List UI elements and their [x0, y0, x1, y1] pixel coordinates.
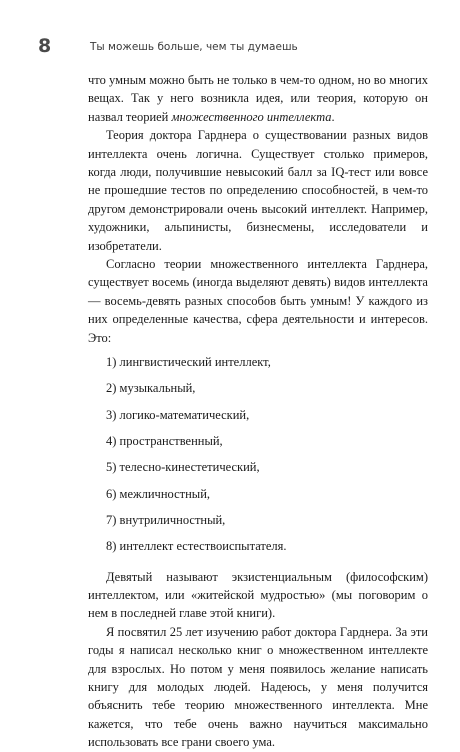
paragraph-4: Девятый называют экзистенциальным (философским) интеллектом, или «житейской мудростью» (мы поговорим о нем в последней главе этой книги).	[88, 569, 428, 621]
page-number: 8	[38, 35, 52, 57]
page-body	[88, 71, 428, 752]
paragraph-2: Теория доктора Гарднера о существовании разных видов интеллекта очень логична. Существует столько примеров, когда люди, получившие невысокий балл за IQ-тест или вовсе не прошедшие тестов по определению способностей, в чем-то другом демонстрировали очень высокий интеллект. Например, художники, альпинисты, бизнесмены, исследователи и изобретатели.	[88, 128, 428, 253]
running-title: Ты можешь больше, чем ты думаешь	[90, 41, 298, 53]
paragraph-3: Согласно теории множественного интеллекта Гарднера, существует восемь (иногда выделяют девять) видов интеллекта — восемь-девять разных способов быть умным! У каждого из них определенные качества, сфера деятельности и интересов. Это:	[88, 257, 428, 345]
paragraph-5: Я посвятил 25 лет изучению работ доктора Гарднера. За эти годы я написал несколько книг о множественном интеллекте для взрослых. Но потом у меня появилось желание написать книгу для молодых людей. Надеюсь, у меня получится объяснить тебе теорию множественного интеллекта. Мне кажется, что тебе очень важно научиться максимально использовать все грани своего ума.	[88, 624, 428, 750]
paragraph-1-emphasis: множественного интеллекта	[171, 109, 332, 124]
list-item: 3) логико-математический,	[106, 407, 250, 422]
list-item: 5) телесно-кинестетический,	[106, 460, 260, 475]
paragraph-1-text: что умным можно быть не только в чем-то одном, но во многих вещах. Так у него возникла идея, или теория, которую он назвал теорией	[88, 73, 428, 124]
paragraph-1-end: .	[331, 109, 335, 124]
list-item: 1) лингвистический интеллект,	[106, 355, 271, 370]
list-item: 7) внутриличностный,	[106, 512, 226, 527]
list-item: 4) пространственный,	[106, 433, 223, 448]
list-item: 6) межличностный,	[106, 486, 211, 501]
page-header	[38, 36, 428, 56]
list-item: 8) интеллект естествоиспытателя.	[106, 539, 287, 554]
intelligence-list	[88, 353, 428, 555]
paragraph-1	[88, 71, 428, 126]
list-item: 2) музыкальный,	[106, 381, 196, 396]
